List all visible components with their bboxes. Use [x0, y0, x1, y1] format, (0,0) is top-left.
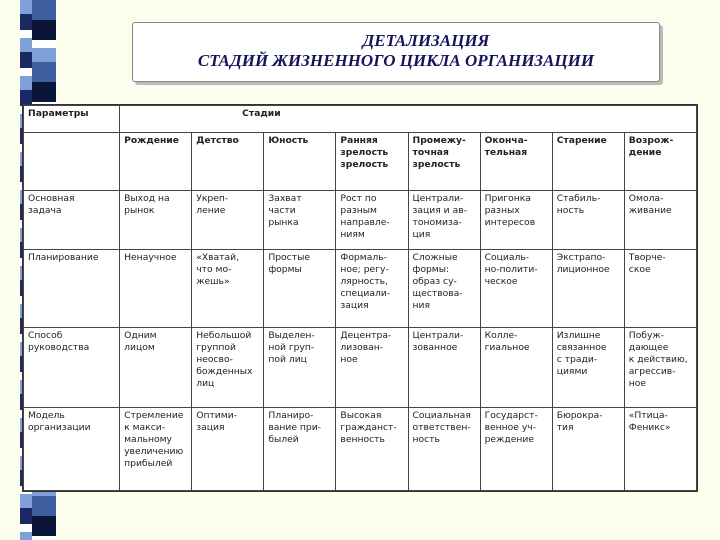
table-cell: Побуж- дающее к действию, агрессив- ное [624, 327, 696, 408]
header-stages: Стадии [120, 106, 697, 133]
row-param: Способ руководства [24, 327, 120, 408]
table-cell: Формаль- ное; регу- лярность, специали- зация [336, 250, 408, 327]
table-cell: Одним лицом [120, 327, 192, 408]
header-parameters: Параметры [24, 106, 120, 133]
stage-header: Ранняя зрелость зрелость [336, 132, 408, 190]
table-cell: Колле- гиальное [480, 327, 552, 408]
table-cell: Простые формы [264, 250, 336, 327]
table-cell: Централи- зация и ав- тономиза- ция [408, 190, 480, 250]
table-cell: «Хватай, что мо- жешь» [192, 250, 264, 327]
table-cell: Омола- живание [624, 190, 696, 250]
table-cell: Высокая гражданст- венность [336, 408, 408, 491]
table-cell: Децентра- лизован- ное [336, 327, 408, 408]
row-param: Основная задача [24, 190, 120, 250]
table-row [24, 408, 697, 491]
stage-header-blank [24, 132, 120, 190]
title-line-2: СТАДИЙ ЖИЗНЕННОГО ЦИКЛА ОРГАНИЗАЦИИ [197, 51, 595, 70]
stage-header: Юность [264, 132, 336, 190]
table-cell: «Птица- Феникс» [624, 408, 696, 491]
table-cell: Излишне связанное с тради- циями [552, 327, 624, 408]
table-row [24, 190, 697, 250]
table-cell: Выделен- ной груп- пой лиц [264, 327, 336, 408]
table-cell: Захват части рынка [264, 190, 336, 250]
row-param: Планирование [24, 250, 120, 327]
table-row [24, 327, 697, 408]
table-cell: Социальная ответствен- ность [408, 408, 480, 491]
table-cell: Оптими- зация [192, 408, 264, 491]
stage-header: Оконча- тельная [480, 132, 552, 190]
row-param: Модель организации [24, 408, 120, 491]
stage-header: Промежу- точная зрелость [408, 132, 480, 190]
table-cell: Выход на рынок [120, 190, 192, 250]
table-cell: Планиро- вание при- былей [264, 408, 336, 491]
table-cell: Пригонка разных интересов [480, 190, 552, 250]
table-cell: Бюрокра- тия [552, 408, 624, 491]
title-line-1: ДЕТАЛИЗАЦИЯ [362, 31, 490, 50]
table-cell: Экстрапо- лиционное [552, 250, 624, 327]
table-cell: Государст- венное уч- реждение [480, 408, 552, 491]
table-cell: Рост по разным направле- ниям [336, 190, 408, 250]
table-cell: Ненаучное [120, 250, 192, 327]
lifecycle-table [22, 104, 698, 492]
table-cell: Укреп- ление [192, 190, 264, 250]
table-cell: Сложные формы: образ су- ществова- ния [408, 250, 480, 327]
table-row [24, 250, 697, 327]
table-cell: Стабиль- ность [552, 190, 624, 250]
table-cell: Творче- ское [624, 250, 696, 327]
table-cell: Небольшой группой неосво- божденных лиц [192, 327, 264, 408]
title-box [132, 22, 660, 82]
stage-header: Рождение [120, 132, 192, 190]
table-cell: Социаль- но-полити- ческое [480, 250, 552, 327]
stage-header: Старение [552, 132, 624, 190]
stage-header: Возрож- дение [624, 132, 696, 190]
table-cell: Стремление к макси- мальному увеличению прибылей [120, 408, 192, 491]
table-cell: Централи- зованное [408, 327, 480, 408]
stage-header: Детство [192, 132, 264, 190]
